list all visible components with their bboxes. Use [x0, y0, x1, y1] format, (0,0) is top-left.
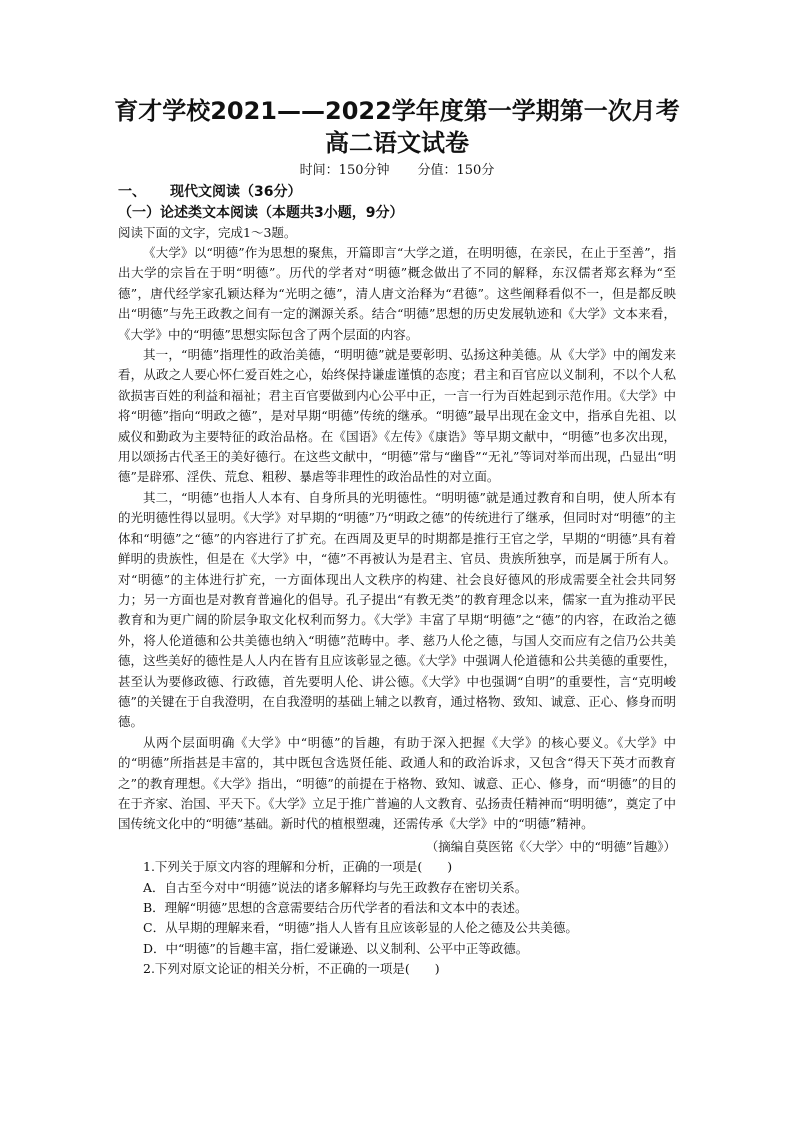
- question-1: [118, 857, 676, 959]
- option-c: C．从早期的理解来看，“明德”指人人皆有且应该彰显的人伦之德及公共美德。: [143, 920, 578, 936]
- passage-source: （摘编自莫医铭《〈大学〉中的“明德”旨趣》）: [425, 838, 676, 854]
- exam-subtitle: 高二语文试卷: [325, 129, 469, 157]
- question-stem: 1.下列关于原文内容的理解和分析，正确的一项是( ): [143, 859, 453, 875]
- exam-meta: [0, 162, 794, 180]
- section-title: 现代文阅读（36分）: [170, 184, 302, 200]
- question-stem: 2.下列对原文论证的相关分析，不正确的一项是( ): [143, 961, 440, 977]
- section-number: 一、: [118, 184, 146, 200]
- question-2: [118, 959, 676, 979]
- option-a: A．自古至今对中“明德”说法的诸多解释均与先王政教存在密切关系。: [143, 879, 528, 895]
- passage-paragraph: 从两个层面明确《大学》中“明德”的旨趣，有助于深入把握《大学》的核心要义。《大学》中的“明德”所指甚是丰富的，其中既包含选贤任能、政通人和的政治诉求，又包含“得天下英才而教育之”的教育理想。《大学》指出，“明德”的前提在于格物、致知、诚意、正心、修身，而“明德”的目的在于齐家、治国、平天下。《大学》立足于推广普遍的人文教育、弘扬责任精神而“明明德”，奠定了中国传统文化中的“明德”基础。新时代的植根塑魂，还需传承《大学》中的“明德”精神。: [118, 734, 676, 832]
- exam-title: 育才学校2021——2022学年度第一学期第一次月考: [114, 97, 680, 125]
- passage-paragraph: 其一，“明德”指理性的政治美德，“明明德”就是要彰明、弘扬这种美德。从《大学》中的阐发来看，从政之人要心怀仁爱百姓之心，始终保持谦虚谨慎的态度；君主和百官应以义制利，不以个人私欲损害百姓的利益和福祉；君主百官要做到内心公平中正，一言一行为百姓起到示范作用。《大学》中将“明德”指向“明政之德”，是对早期“明德”传统的继承。“明德”最早出现在金文中，指承自先祖、以威仪和勤政为主要特征的政治品格。在《国语》《左传》《康诰》等早期文献中，“明德”也多次出现，用以颂扬古代圣王的美好德行。在这些文献中，“明德”常与“幽昏”“无礼”等词对举而出现，凸显出“明德”是辟邪、淫佚、荒怠、粗秽、暴虐等非理性的政治品性的对立面。: [118, 347, 676, 485]
- passage-body: [118, 243, 676, 980]
- passage-paragraph: 其二，“明德”也指人人本有、自身所具的光明德性。“明明德”就是通过教育和自明，使人所本有的光明德性得以显明。《大学》对早期的“明德”乃“明政之德”的传统进行了继承，但同时对“明德”的主体和“明德”之“德”的内容进行了扩充。在西周及更早的时期都是推行王官之学，早期的“明德”具有着鲜明的贵族性，但是在《大学》中，“德”不再被认为是君主、官员、贵族所独享，而是属于所有人。对“明德”的主体进行扩充，一方面体现出人文秩序的构建、社会良好德风的形成需要全社会共同努力；另一方面也是对教育普遍化的倡导。孔子提出“有教无类”的教育理念以来，儒家一直为推动平民教育和为更广阔的阶层争取文化权利而努力。《大学》丰富了早期“明德”之“德”的内容，在政治之德外，将人伦道德和公共美德也纳入“明德”范畴中。孝、慈乃人伦之德，与国人交而应有之信乃公共美德，这些美好的德性是人人内在皆有且应该彰显之德。《大学》中强调人伦道德和公共美德的重要性，甚至认为要修政德、行政德，首先要明人伦、讲公德。《大学》中也强调“自明”的重要性，言“克明峻德”的关键在于自我澄明，在自我澄明的基础上辅之以教育，通过格物、致知、诚意、正心、修身而明德。: [118, 489, 676, 730]
- subsection-heading: （一）论述类文本阅读（本题共3小题，9分）: [118, 205, 404, 221]
- option-d: D．中“明德”的旨趣丰富，指仁爱谦逊、以义制利、公平中正等政德。: [143, 940, 529, 956]
- reading-instruction: 阅读下面的文字，完成1～3题。: [118, 225, 297, 240]
- exam-score: 分值：150分: [417, 163, 495, 178]
- section-heading: [118, 182, 301, 202]
- exam-time: 时间：150分钟: [299, 163, 390, 178]
- passage-paragraph: 《大学》以“明德”作为思想的聚焦，开篇即言“大学之道，在明明德，在亲民，在止于至善”，指出大学的宗旨在于明“明德”。历代的学者对“明德”概念做出了不同的解释，东汉儒者郑玄释为“至德”，唐代经学家孔颖达释为“光明之德”，清人唐文治释为“君德”。这些阐释看似不一，但是都反映出“明德”与先王政教之间有一定的渊源关系。结合“明德”思想的历史发展轨迹和《大学》文本来看，《大学》中的“明德”思想实际包含了两个层面的内容。: [118, 245, 676, 342]
- option-b: B．理解“明德”思想的含意需要结合历代学者的看法和文本中的表述。: [143, 900, 528, 915]
